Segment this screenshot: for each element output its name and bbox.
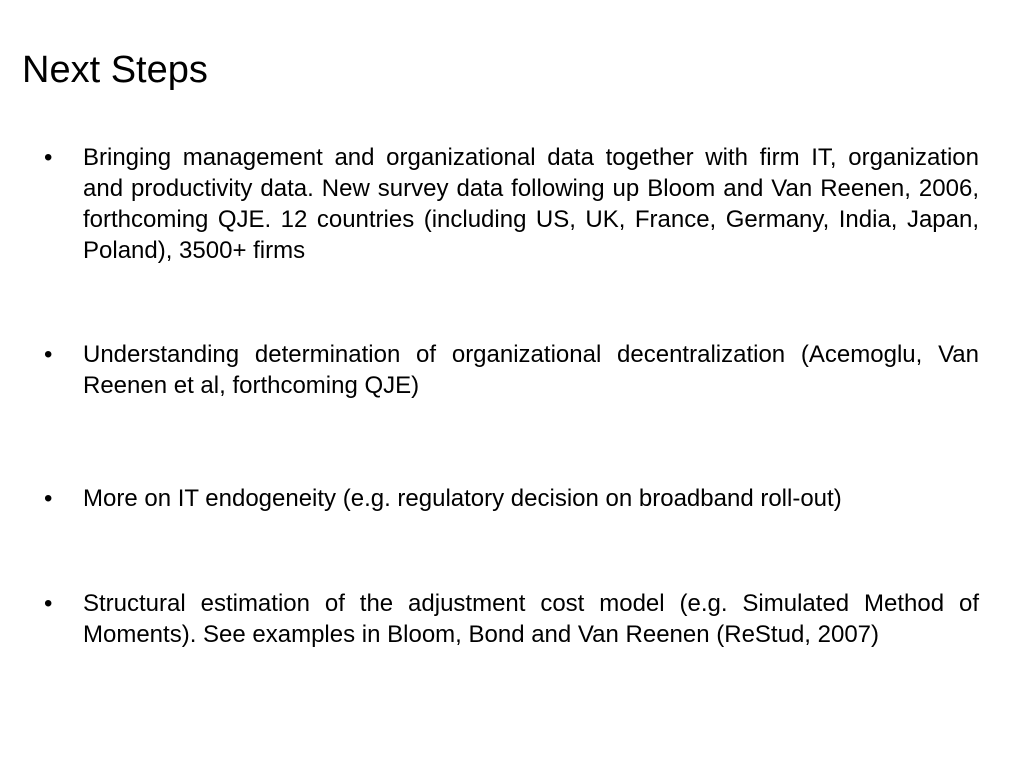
bullet-item (44, 142, 979, 266)
bullet-text: Understanding determination of organizational decentralization (Acemoglu, Van Reenen et al, forthcoming QJE) (83, 341, 979, 399)
bullet-dot: • (44, 590, 53, 617)
bullet-item (44, 588, 979, 650)
bullet-text: Bringing management and organizational data together with firm IT, organization and productivity data. New survey data following up Bloom and Van Reenen, 2006, forthcoming QJE. 12 countries (including US, UK, France, Germany, India, Japan, Poland), 3500+ firms (83, 144, 979, 264)
bullet-dot: • (44, 341, 53, 368)
slide-title: Next Steps (22, 49, 208, 91)
bullet-text: More on IT endogeneity (e.g. regulatory decision on broadband roll-out) (83, 485, 842, 512)
bullet-dot: • (44, 485, 53, 512)
bullet-dot: • (44, 144, 53, 171)
bullet-item (44, 483, 979, 514)
bullet-item (44, 339, 979, 401)
bullet-text: Structural estimation of the adjustment cost model (e.g. Simulated Method of Moments). See examples in Bloom, Bond and Van Reenen (ReStud, 2007) (83, 590, 979, 648)
